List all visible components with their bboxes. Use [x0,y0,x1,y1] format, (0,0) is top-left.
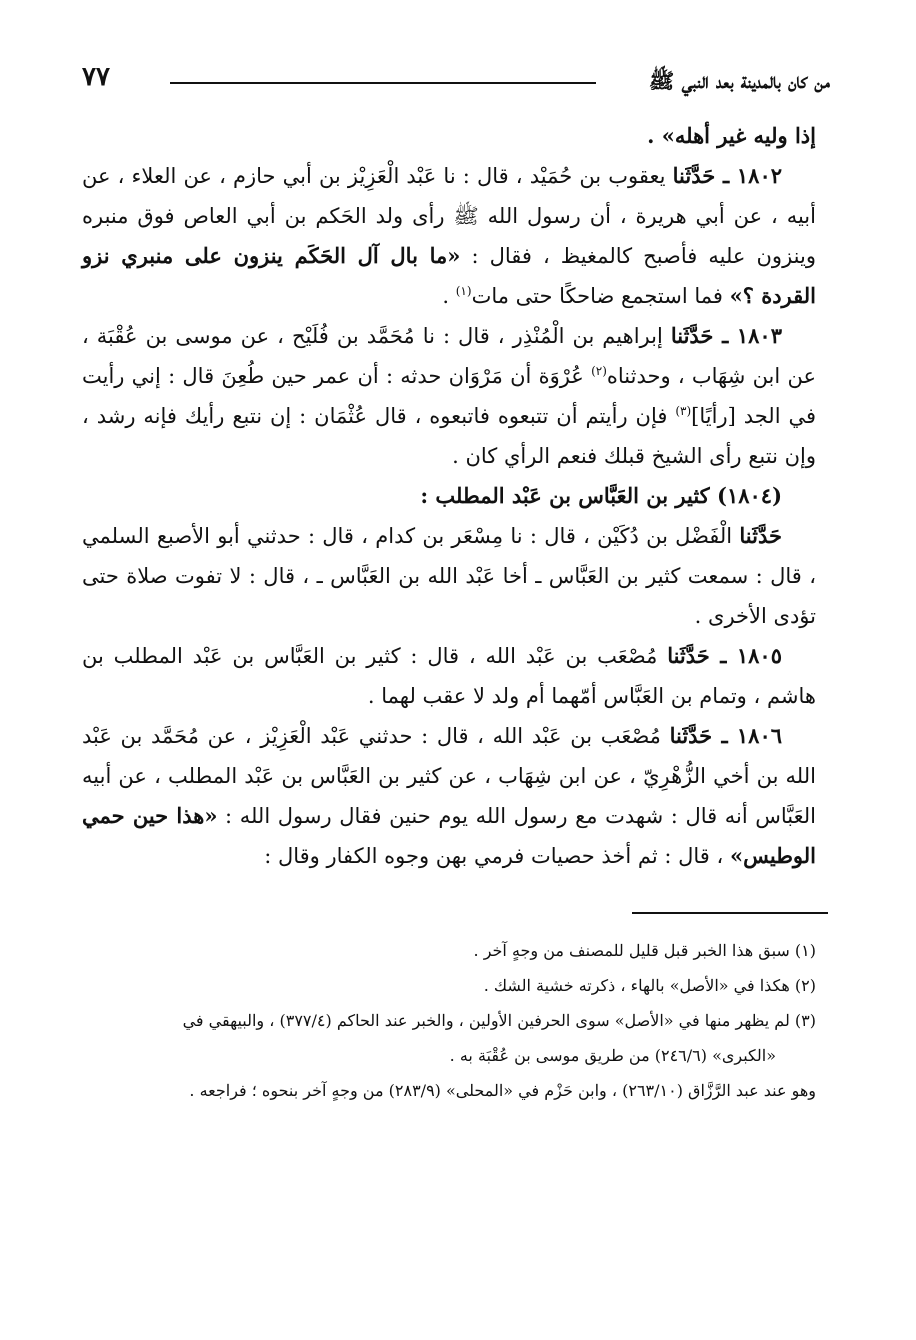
hadith-text: يعقوب بن حُمَيْد ، قال : نا عَبْد الْعَزِيْز بن أبي حازم ، عن العلاء ، عن أبيه ، عن أبي هريرة ، أن رسول الله ﷺ رأى ولد الحَكم بن أبي العاص فوق منبره وينزون عليه فأصبح كالمغيظ ، فقال : [82,164,816,268]
footnote-separator [632,912,828,914]
hadith-quote: «ما بال آل الحَكَم ينزون على منبري نزو القردة ؟» [82,243,816,308]
footnote-ref-2: (٢) [591,364,607,378]
hadith-text: إبراهيم بن الْمُنْذِر ، قال : نا مُحَمَّد بن فُلَيْح ، عن موسى بن عُقْبَة ، عن ابن شِهَاب ، وحدثناه [82,324,816,388]
hadith-text-end: ، قال : ثم أخذ حصيات فرمي بهن وجوه الكفار وقال : [264,844,730,868]
running-title: من كان بالمدينة بعد النبي ﷺ [648,68,830,93]
hadith-number-1802: ١٨٠٢ ـ حَدَّثَنا [672,163,783,188]
hadith-1803 [82,316,816,476]
hadith-number-1806: ١٨٠٦ ـ حَدَّثَنا [669,723,783,748]
hadith-number-1803: ١٨٠٣ ـ حَدَّثَنا [670,323,782,348]
footnotes [82,936,816,1105]
footnote-3-extra: وهو عند عبد الرَّزَّاق (٢٦٣/١٠) ، وابن حَزْم في «المحلى» (٢٨٣/٩) من وجهٍ آخر بنحوه ؛ فراجعه . [189,1081,816,1100]
page-number: ٧٧ [82,62,110,92]
hadith-text-tail: . [442,284,456,308]
paragraph-continuation [82,116,816,156]
hadith-text: مُصْعَب بن عَبْد الله ، قال : كثير بن العَبَّاس بن عَبْد المطلب بن هاشم ، وتمام بن العَبَّاس أمّهما أم ولد لا عقب لهما . [82,644,816,708]
hadith-number-1805: ١٨٠٥ ـ حَدَّثَنا [667,643,782,668]
footnote-ref-1: (١) [455,284,472,298]
footnote-3-continuation: «الكبرى» (٢٤٦/٦) من طريق موسى بن عُقْبَة به . [449,1046,776,1065]
page-header [82,60,830,116]
footnote-3: (٣) لم يظهر منها في «الأصل» سوى الحرفين الأولين ، والخبر عند الحاكم (٣٧٧/٤) ، والبيهقي في [182,1011,816,1030]
hadith-text-end: فما استجمع ضاحكًا حتى مات [471,284,730,308]
hadith-text: مُصْعَب بن عَبْد الله ، قال : حدثني عَبْد الْعَزِيْز ، عن مُحَمَّد بن عَبْد الله بن أخي الزُّهْرِيّ ، عن ابن شِهَاب ، عن كثير بن العَبَّاس بن عَبْد المطلب ، عن أبيه العَبَّاس أنه قال : شهدت مع رسول الله يوم حنين فقال رسول الله : [82,724,816,828]
footnote-ref-3: (٣) [675,404,692,418]
hadith-1805 [82,636,816,716]
hadith-text: فإن رأيتم أن تتبعوه فاتبعوه ، قال عُثْمَان : إن نتبع رأيك فإنه رشد ، وإن نتبع رأى الشيخ قبلك فنعم الرأي كان . [82,404,816,468]
hadith-text: الْفَضْل بن دُكَيْن ، قال : نا مِسْعَر بن كدام ، قال : حدثني أبو الأصبع السلمي ، قال : سمعت كثير بن العَبَّاس ـ أخا عَبْد الله بن العَبَّاس ـ ، قال : لا تفوت صلاة حتى تؤدى الأخرى . [82,524,816,628]
hadith-1804 [82,516,816,636]
section-heading: (١٨٠٤) كثير بن العَبَّاس بن عَبْد المطلب : [420,483,782,508]
main-text [82,116,816,876]
hadith-1806 [82,716,816,876]
hadith-quote: «هذا حين حمي الوطيس» [82,803,816,868]
header-rule [170,82,596,84]
footnote-1: (١) سبق هذا الخبر قبل قليل للمصنف من وجهٍ آخر . [473,941,816,960]
hadith-1802 [82,156,816,316]
hadith-opening: حَدَّثَنا [739,523,782,548]
hadith-text: عُرْوَة أن مَرْوَان حدثه : أن عمر حين طُعِنَ قال : إني رأيت في الجد [رأيًا] [82,364,817,428]
hadith-ending: إذا وليه غير أهله» . [647,123,816,148]
footnote-2: (٢) هكذا في «الأصل» بالهاء ، ذكرته خشية الشك . [483,976,816,995]
